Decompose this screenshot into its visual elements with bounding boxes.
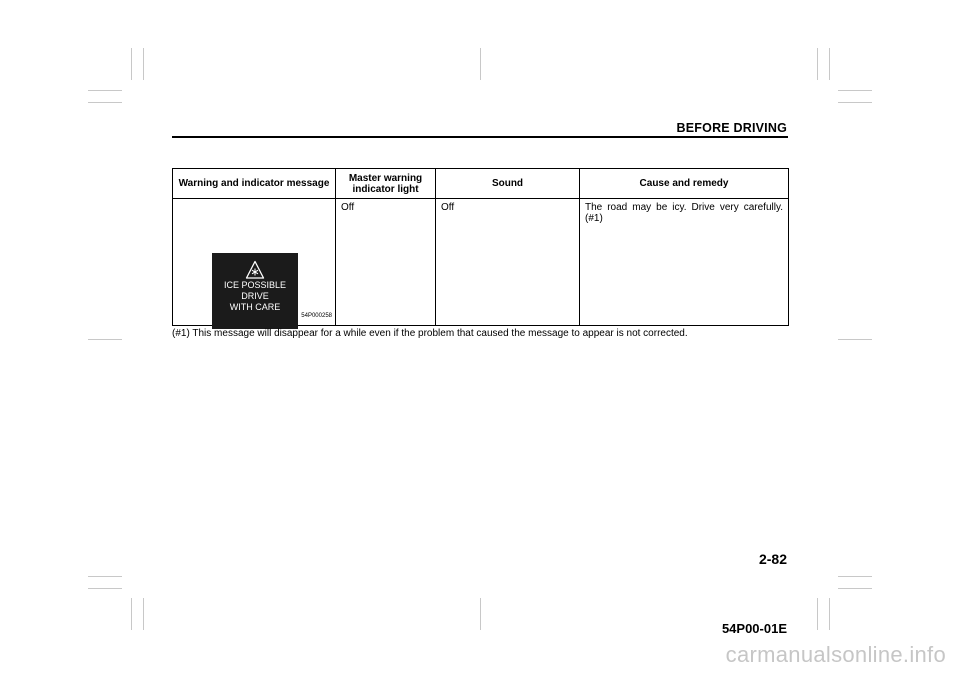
document-code: 54P00-01E (721, 621, 787, 636)
col-header-master-light: Master warning indicator light (336, 169, 436, 199)
crop-mark (88, 102, 122, 103)
display-line-2: DRIVE (241, 291, 269, 301)
sound-cell: Off (436, 199, 580, 326)
watermark: carmanualsonline.info (725, 642, 946, 667)
crop-mark (838, 90, 872, 91)
crop-mark (88, 90, 122, 91)
display-line-1: ICE POSSIBLE (223, 280, 287, 290)
image-code: 54P000258 (301, 313, 332, 319)
crop-mark (88, 576, 122, 577)
crop-mark (817, 48, 818, 80)
crop-mark (838, 339, 872, 340)
table-row (173, 199, 789, 326)
ice-warning-icon (212, 260, 298, 280)
crop-mark (131, 598, 132, 630)
warning-table (172, 168, 789, 326)
message-cell (173, 199, 336, 326)
page-number: 2-82 (758, 551, 787, 567)
cause-remedy-cell: The road may be icy. Drive very carefully. (#1) (580, 199, 789, 326)
display-line-3: WITH CARE (229, 302, 281, 312)
crop-mark (480, 48, 481, 80)
crop-mark (829, 598, 830, 630)
crop-mark (838, 588, 872, 589)
crop-mark (838, 576, 872, 577)
crop-mark (829, 48, 830, 80)
col-header-cause: Cause and remedy (580, 169, 789, 199)
section-title: BEFORE DRIVING (676, 121, 787, 135)
col-header-message: Warning and indicator message (173, 169, 336, 199)
crop-mark (838, 102, 872, 103)
crop-mark (88, 588, 122, 589)
col-header-sound: Sound (436, 169, 580, 199)
crop-mark (817, 598, 818, 630)
crop-mark (143, 48, 144, 80)
crop-mark (143, 598, 144, 630)
crop-mark (131, 48, 132, 80)
footnote: (#1) This message will disappear for a while even if the problem that caused the message to appear is not corrected. (172, 328, 688, 339)
header-rule (172, 136, 788, 138)
master-light-cell: Off (336, 199, 436, 326)
table-header-row (173, 169, 789, 199)
ice-possible-display (212, 253, 298, 329)
crop-mark (480, 598, 481, 630)
crop-mark (88, 339, 122, 340)
